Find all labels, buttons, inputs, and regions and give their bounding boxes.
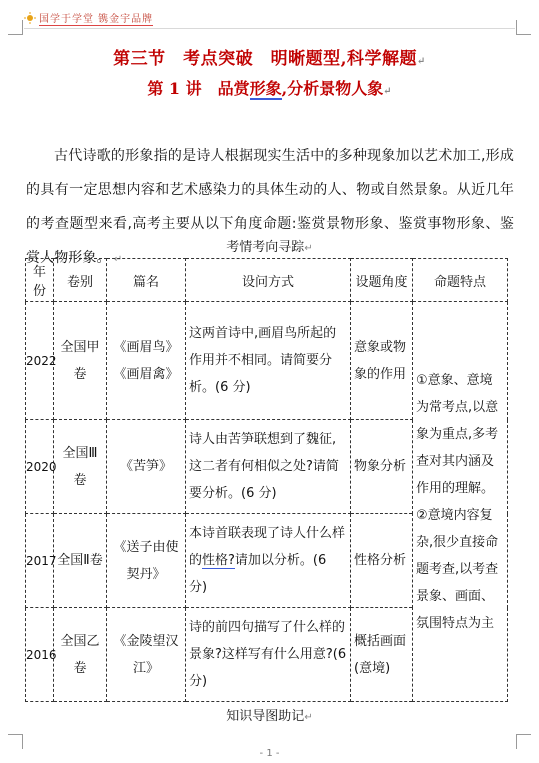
intro-text: 古代诗歌的形象指的是诗人根据现实生活中的多种现象加以艺术加工,形成的具有一定思想内容和艺术感染力的具体生动的人、物或自然景象。从近几年的考查题型来看,高考主要从以下角度命题:鉴赏景物形象、鉴赏事物形象、鉴赏人物形象。: [26, 148, 514, 266]
lesson-title-prefix: 第 1 讲 品赏: [147, 79, 250, 98]
header-paper: 卷别: [54, 259, 107, 302]
lesson-title-suffix: ,分析景物人象: [281, 79, 384, 98]
cell-title: 《画眉鸟》《画眉禽》: [107, 302, 186, 420]
header-note-text: 国学于学堂 镌金宇品牌: [39, 10, 153, 26]
paragraph-mark-icon: ↵: [304, 243, 313, 254]
cell-paper: 全国乙卷: [54, 608, 107, 702]
lesson-title: [0, 76, 539, 99]
cell-question: 诗人由苦笋联想到了魏征,这二者有何相似之处?请简要分析。(6 分): [186, 420, 351, 514]
cell-year: 2020: [26, 420, 54, 514]
cell-angle: 意象或物象的作用: [351, 302, 413, 420]
cell-paper: 全国甲卷: [54, 302, 107, 420]
intro-paragraph: [26, 139, 514, 277]
cell-angle: 物象分析: [351, 420, 413, 514]
header-note: [24, 10, 153, 26]
section-title: [0, 44, 539, 69]
paragraph-mark-icon: ↵: [383, 86, 392, 97]
cell-title: 《苦笋》: [107, 420, 186, 514]
cell-question: 诗的前四句描写了什么样的景象?这样写有什么用意?(6 分): [186, 608, 351, 702]
header-rule: [24, 28, 515, 29]
cell-angle: 概括画面(意境): [351, 608, 413, 702]
question-text-underlined: 性格?: [202, 553, 235, 568]
cell-question: [186, 514, 351, 608]
table-caption: [0, 236, 539, 255]
cell-paper: 全国Ⅲ卷: [54, 420, 107, 514]
cell-year: 2017: [26, 514, 54, 608]
paragraph-mark-icon: ↵: [304, 712, 313, 723]
cell-year: 2016: [26, 608, 54, 702]
header-feature: 命题特点: [413, 259, 508, 302]
table-header-row: [26, 259, 508, 302]
lesson-title-underlined: 形象: [249, 79, 282, 98]
page-number: - 1 -: [259, 748, 280, 759]
question-text-post: 请加以分析。(6 分): [189, 553, 327, 595]
cell-question: 这两首诗中,画眉鸟所起的作用并不相同。请简要分析。(6 分): [186, 302, 351, 420]
header-angle: 设题角度: [351, 259, 413, 302]
table-row: [26, 302, 508, 420]
mindmap-caption: [0, 705, 539, 724]
cell-year: 2022: [26, 302, 54, 420]
crop-mark-bottom-right: [516, 734, 531, 749]
exam-table: [25, 258, 508, 702]
question-text-pre: 本诗首联表现了诗人什么样的: [189, 526, 346, 568]
cell-angle: 性格分析: [351, 514, 413, 608]
sun-logo-icon: [24, 12, 36, 24]
paragraph-mark-icon: ↵: [110, 254, 123, 265]
crop-mark-bottom-left: [8, 734, 23, 749]
header-question: 设问方式: [186, 259, 351, 302]
cell-paper: 全国Ⅱ卷: [54, 514, 107, 608]
cell-title: 《金陵望汉江》: [107, 608, 186, 702]
header-title: 篇名: [107, 259, 186, 302]
mindmap-caption-text: 知识导图助记: [226, 709, 305, 724]
section-title-text: 第三节 考点突破 明晰题型,科学解题: [113, 49, 418, 69]
crop-mark-top-right: [516, 20, 531, 35]
crop-mark-top-left: [8, 20, 23, 35]
table-caption-text: 考情考向寻踪: [226, 240, 305, 255]
cell-title: 《送子由使契丹》: [107, 514, 186, 608]
paragraph-mark-icon: ↵: [417, 56, 426, 67]
header-year: 年份: [26, 259, 54, 302]
cell-feature: ①意象、意境为常考点,以意象为重点,多考查对其内涵及作用的理解。②意境内容复杂,很少直接命题考查,以考查景象、画面、氛围特点为主: [413, 302, 508, 702]
